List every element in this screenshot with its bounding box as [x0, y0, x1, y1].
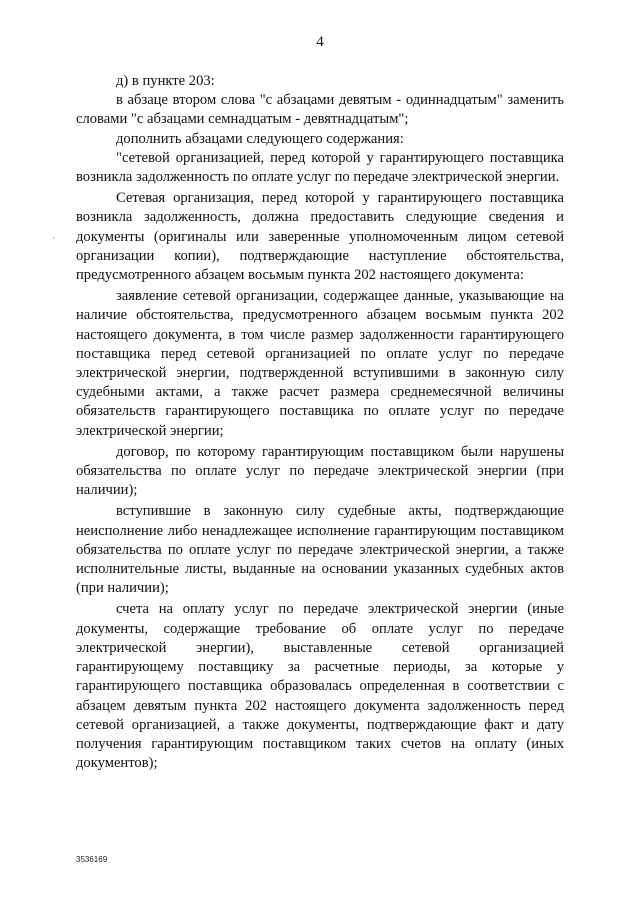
paragraph: вступившие в законную силу судебные акты, подтверждающие неисполнение либо ненадлежащее исполнение гарантирующим поставщиком обязательства по оплате услуг по передаче электрической энергии, а также исполнительные листы, выданные на основании указанных судебных актов (при наличии); — [76, 503, 564, 597]
page-number: 4 — [316, 34, 324, 50]
paragraph: счета на оплату услуг по передаче электрической энергии (иные документы, содержащие требование об оплате услуг по передаче электрической энергии), выставленные сетевой организацией гарантирующему поставщику за расчетные периоды, за которые у гарантирующего поставщика образовалась определенная в соответствии с абзацем девятым пункта 202 настоящего документа задолженность перед сетевой организацией, а также документы, подтверждающие факт и дату получения гарантирующим поставщиком таких счетов на оплату (иных документов); — [76, 601, 564, 772]
document-body — [76, 72, 564, 773]
paragraph: Сетевая организация, перед которой у гарантирующего поставщика возникла задолженность, должна предоставить следующие сведения и документы (оригиналы или заверенные уполномоченным лицом сетевой организации копии), подтверждающие наступление обстоятельства, предусмотренного абзацем восьмым пункта 202 настоящего документа: — [76, 190, 564, 284]
margin-mark: · — [52, 233, 55, 243]
paragraph: в абзаце втором слова "с абзацами девятым - одиннадцатым" заменить словами "с абзацами семнадцатым - девятнадцатым"; — [76, 92, 564, 128]
paragraph: дополнить абзацами следующего содержания: — [116, 130, 404, 147]
document-id: 3536169 — [76, 855, 108, 864]
paragraph: д) в пункте 203: — [116, 73, 215, 89]
paragraph: заявление сетевой организации, содержащее данные, указывающие на наличие обстоятельства, предусмотренного абзацем восьмым пункта 202 настоящего документа, в том числе размер задолженности гарантирующего поставщика перед сетевой организацией по оплате услуг по передаче электрической энергии, подтвержденной вступившими в законную силу судебными актами, а также расчет размера среднемесячной величины обязательств гарантирующего поставщика по оплате услуг по передаче электрической энергии; — [76, 288, 564, 439]
paragraph: договор, по которому гарантирующим поставщиком были нарушены обязательства по оплате услуг по передаче электрической энергии (при наличии); — [76, 443, 564, 499]
paragraph: "сетевой организацией, перед которой у гарантирующего поставщика возникла задолженность по оплате услуг по передаче электрической энергии. — [76, 149, 564, 186]
